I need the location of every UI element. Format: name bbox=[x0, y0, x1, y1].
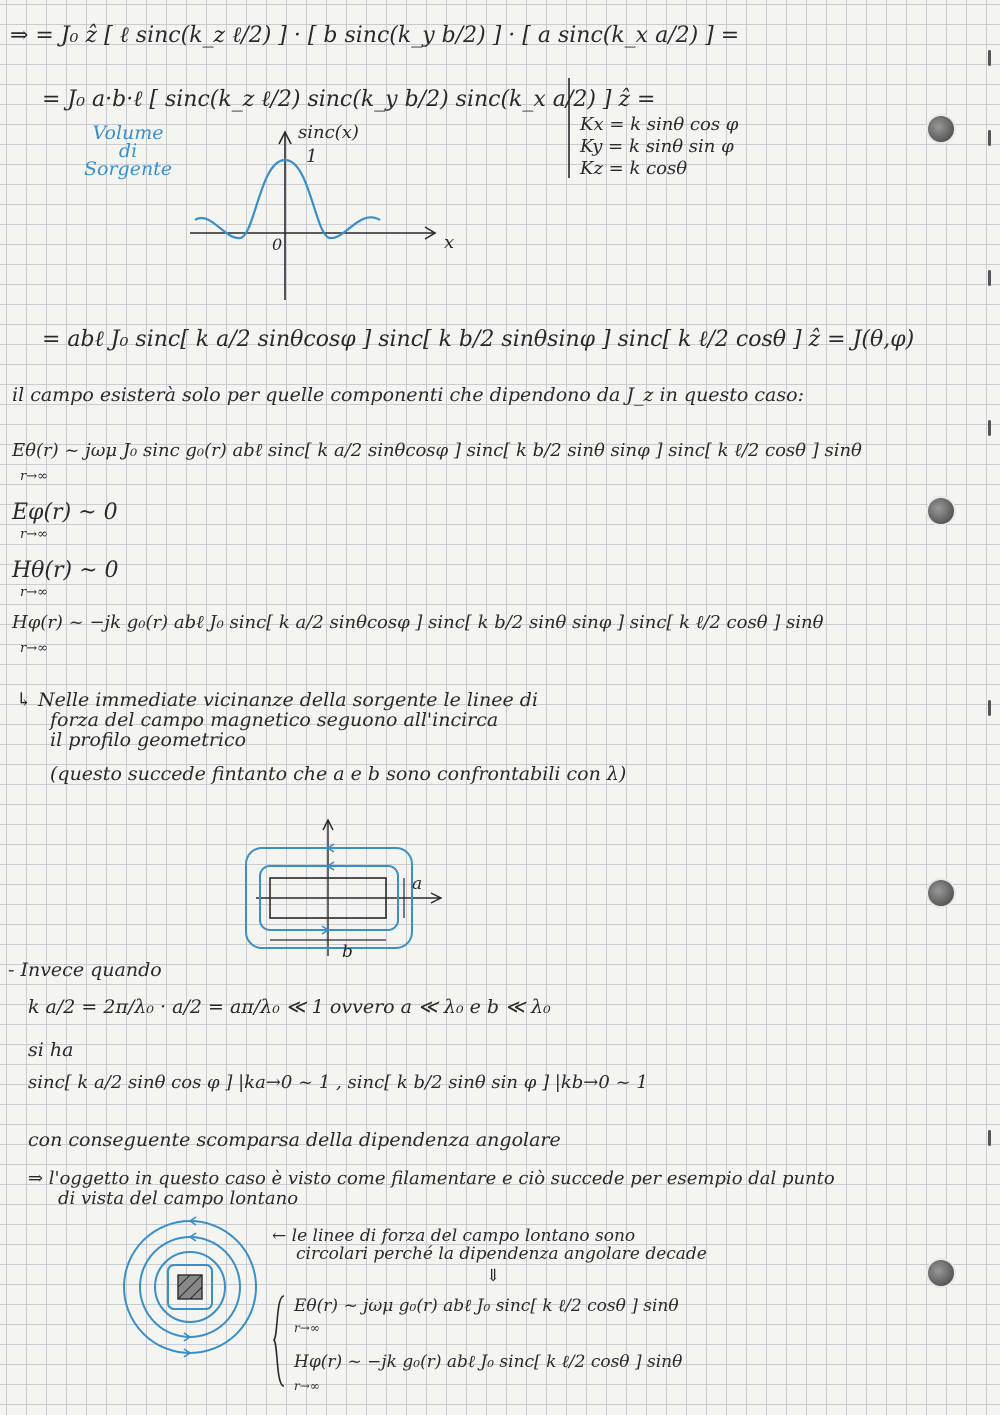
sinc-y-label: sinc(x) bbox=[298, 122, 359, 143]
volume-note-line: di bbox=[118, 140, 138, 162]
punch-hole bbox=[926, 114, 956, 144]
near-field-line: forza del campo magnetico seguono all'incirca bbox=[50, 709, 499, 731]
consequence: con conseguente scomparsa della dipendenza angolare bbox=[28, 1129, 561, 1151]
k-def-z: Kz = k cosθ bbox=[580, 158, 688, 179]
margin-mark bbox=[988, 270, 991, 286]
volume-note-line: Sorgente bbox=[84, 158, 173, 180]
field-limit: r→∞ bbox=[294, 1379, 320, 1393]
field-limit: r→∞ bbox=[20, 527, 48, 542]
punch-hole bbox=[926, 878, 956, 908]
invece-quando: - Invece quando bbox=[8, 959, 162, 981]
k-def-y: Ky = k sinθ sin φ bbox=[580, 136, 734, 157]
margin-mark bbox=[988, 1130, 991, 1146]
filament-line: di vista del campo lontano bbox=[58, 1188, 299, 1209]
si-ha: si ha bbox=[28, 1039, 74, 1061]
sinc-origin: 0 bbox=[272, 235, 283, 254]
margin-mark bbox=[988, 700, 991, 716]
near-field-line: il profilo geometrico bbox=[50, 729, 247, 751]
k-def-bracket bbox=[566, 78, 576, 188]
volume-note bbox=[84, 124, 172, 178]
equation-result: = abℓ J₀ sinc[ k a/2 sinθcosφ ] sinc[ k b/2 sinθsinφ ] sinc[ k ℓ/2 cosθ ] ẑ = J(θ,φ) bbox=[42, 327, 915, 352]
far-field-note: circolari perché la dipendenza angolare decade bbox=[296, 1244, 707, 1264]
field-h-phi: Hφ(r) ~ −jk g₀(r) abℓ J₀ sinc[ k a/2 sinθcosφ ] sinc[ k b/2 sinθ sinφ ] sinc[ k ℓ/2 cosθ ] sinθ bbox=[12, 612, 824, 633]
sinc-curve bbox=[195, 160, 380, 238]
far-field-note: ← le linee di forza del campo lontano sono bbox=[272, 1226, 636, 1246]
sinc-y-tick: 1 bbox=[306, 146, 318, 167]
rect-a-label: a bbox=[412, 874, 423, 894]
punch-hole bbox=[926, 496, 956, 526]
final-brace bbox=[272, 1292, 288, 1392]
field-e-theta: Eθ(r) ~ jωμ J₀ sinc g₀(r) abℓ sinc[ k a/2 sinθcosφ ] sinc[ k b/2 sinθ sinφ ] sinc[ k ℓ/2 cosθ ] sinθ bbox=[12, 440, 862, 461]
field-e-phi: Eφ(r) ~ 0 bbox=[12, 500, 118, 525]
equation-line-1: ⇒ = J₀ ẑ [ ℓ sinc(k_z ℓ/2) ] · [ b sinc(k_y b/2) ] · [ a sinc(k_x a/2) ] = bbox=[10, 23, 740, 48]
sinc-approx: sinc[ k a/2 sinθ cos φ ] |ka→0 ~ 1 , sinc[ k b/2 sinθ sin φ ] |kb→0 ~ 1 bbox=[28, 1072, 648, 1093]
margin-mark bbox=[988, 420, 991, 436]
field-limit: r→∞ bbox=[20, 585, 48, 600]
k-definitions bbox=[580, 114, 738, 180]
field-intro: il campo esisterà solo per quelle componenti che dipendono da J_z in questo caso: bbox=[12, 384, 804, 406]
punch-hole bbox=[926, 1258, 956, 1288]
equation-line-2: = J₀ a·b·ℓ [ sinc(k_z ℓ/2) sinc(k_y b/2) sinc(k_x a/2) ] ẑ = bbox=[42, 87, 656, 112]
small-condition: k a/2 = 2π/λ₀ · a/2 = aπ/λ₀ ≪ 1 ovvero a ≪ λ₀ e b ≪ λ₀ bbox=[28, 996, 551, 1018]
volume-note-line: Volume bbox=[92, 122, 164, 144]
concentric-field-diagram bbox=[120, 1212, 270, 1362]
filament-line: ⇒ l'oggetto in questo caso è visto come filamentare e ciò succede per esempio dal punto bbox=[28, 1168, 835, 1189]
implies-arrow: ⇓ bbox=[486, 1266, 501, 1286]
sinc-plot bbox=[180, 120, 480, 310]
field-h-theta: Hθ(r) ~ 0 bbox=[12, 558, 119, 583]
final-h-phi: Hφ(r) ~ −jk g₀(r) abℓ J₀ sinc[ k ℓ/2 cosθ ] sinθ bbox=[294, 1352, 683, 1372]
rect-b-label: b bbox=[342, 942, 353, 962]
field-limit: r→∞ bbox=[294, 1321, 320, 1335]
near-field-line: ↳ Nelle immediate vicinanze della sorgente le linee di bbox=[16, 689, 539, 711]
near-field-line: (questo succede fintanto che a e b sono confrontabili con λ) bbox=[50, 763, 627, 785]
margin-mark bbox=[988, 50, 991, 66]
sinc-x-label: x bbox=[444, 232, 455, 253]
field-limit: r→∞ bbox=[20, 469, 48, 484]
k-def-x: Kx = k sinθ cos φ bbox=[580, 114, 739, 135]
final-e-theta: Eθ(r) ~ jωμ g₀(r) abℓ J₀ sinc[ k ℓ/2 cosθ ] sinθ bbox=[294, 1296, 679, 1316]
margin-mark bbox=[988, 130, 991, 146]
field-limit: r→∞ bbox=[20, 641, 48, 656]
